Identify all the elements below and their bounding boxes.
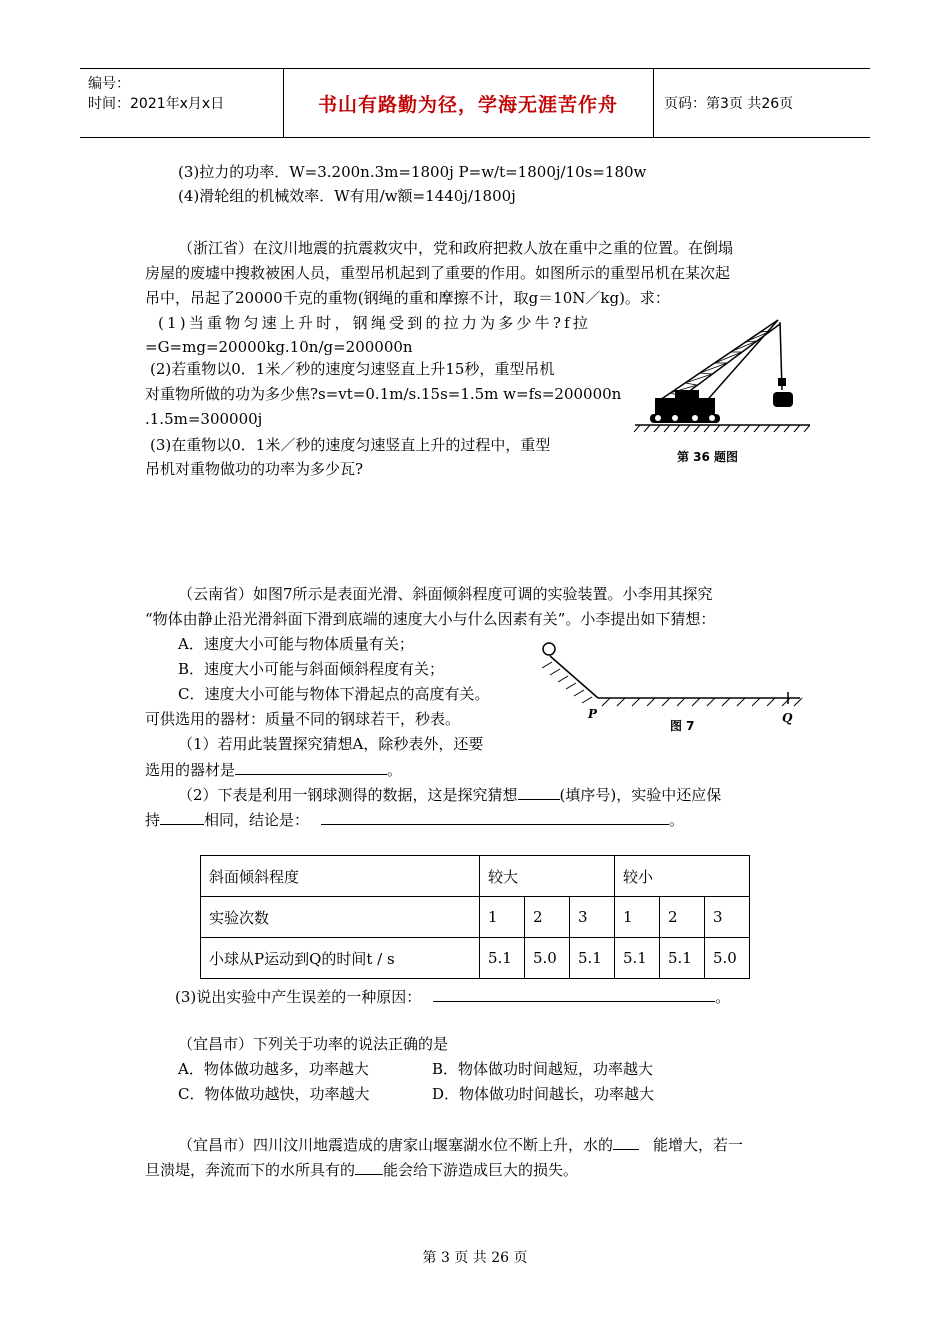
crane-q3-b: 吊机对重物做功的功率为多少瓦?: [145, 460, 364, 478]
table-row: 实验次数 1 2 3 1 2 3: [201, 897, 750, 938]
incline-figure: [530, 640, 810, 735]
crane-q2-b: 对重物所做的功为多少焦?s=vt=0.1m/s.15s=1.5m w=fs=200000n: [145, 385, 622, 403]
answer-blank-error-reason[interactable]: [433, 986, 715, 1002]
power-option-a: A．物体做功越多，功率越大: [178, 1060, 369, 1078]
crane-figure-caption: 第 36 题图: [677, 450, 739, 464]
page-footer: 第 3 页 共 26 页: [422, 1250, 528, 1266]
crane-q3-a: (3)在重物以0．1米／秒的速度匀速竖直上升的过程中，重型: [150, 436, 551, 454]
lake-line-1: （宜昌市）四川汶川地震造成的唐家山堰塞湖水位不断上升，水的 能增大，若一: [178, 1136, 744, 1154]
answer-blank-conclusion[interactable]: [321, 809, 669, 825]
answer-blank-equipment[interactable]: [235, 759, 387, 775]
header-meta: [80, 69, 284, 137]
page-header: [80, 68, 870, 138]
guess-b: B．速度大小可能与斜面倾斜程度有关；: [178, 660, 445, 678]
figure7-caption: 图 7: [670, 719, 695, 733]
power-question-stem: （宜昌市）下列关于功率的说法正确的是: [178, 1035, 449, 1053]
point-p-label: P: [588, 707, 598, 721]
crane-intro-2: 房屋的废墟中搜救被困人员，重型吊机起到了重要的作用。如图所示的重型吊机在某次起: [145, 264, 731, 282]
number-label: 编号：: [88, 76, 130, 92]
table-row: 小球从P运动到Q的时间t / s 5.1 5.0 5.1 5.1 5.1 5.0: [201, 938, 750, 979]
motto: 书山有路勤为径，学海无涯苦作舟: [317, 93, 618, 116]
slope-intro-2: “物体由静止沿光滑斜面下滑到底端的速度大小与什么因素有关”。小李提出如下猜想：: [145, 610, 716, 628]
sub2-b: 持 相同，结论是： 。: [145, 811, 685, 829]
slope-intro-1: （云南省）如图7所示是表面光滑、斜面倾斜程度可调的实验装置。小李用其探究: [178, 585, 713, 603]
power-option-c: C．物体做功越快，功率越大: [178, 1085, 370, 1103]
sub1-a: （1）若用此装置探究猜想A，除秒表外，还要: [178, 735, 484, 753]
crane-intro-1: （浙江省）在汶川地震的抗震救灾中，党和政府把救人放在重中之重的位置。在倒塌: [178, 239, 734, 257]
sub2-a: （2）下表是利用一钢球测得的数据，这是探究猜想 (填序号)，实验中还应保: [178, 786, 722, 804]
crane-q2-a: (2)若重物以0．1米／秒的速度匀速竖直上升15秒，重型吊机: [150, 360, 555, 378]
answer-blank-energy-1[interactable]: [613, 1134, 639, 1150]
crane-intro-3: 吊中，吊起了20000千克的重物(钢绳的重和摩擦不计，取g＝10N／kg)。求：: [145, 289, 670, 307]
power-option-d: D．物体做功时间越长，功率越大: [432, 1085, 655, 1103]
header-page-info: [654, 69, 870, 137]
lake-line-2: 旦溃堤，奔流而下的水所具有的 能会给下游造成巨大的损失。: [145, 1161, 579, 1179]
power-option-b: B．物体做功时间越短，功率越大: [432, 1060, 654, 1078]
crane-q1-a: (1)当重物匀速上升时，钢绳受到的拉力为多少牛?f拉: [158, 314, 592, 332]
table-row: 斜面倾斜程度 较大 较小: [201, 856, 750, 897]
header-motto-cell: [283, 69, 654, 137]
experiment-table: [200, 855, 750, 979]
answer-blank-energy-2[interactable]: [355, 1159, 383, 1175]
answer-blank-constant[interactable]: [160, 809, 204, 825]
sub3: (3)说出实验中产生误差的一种原因： 。: [175, 988, 731, 1006]
guess-c: C．速度大小可能与物体下滑起点的高度有关。: [178, 685, 490, 703]
guess-a: A．速度大小可能与物体质量有关；: [178, 635, 414, 653]
answer-efficiency: (4)滑轮组的机械效率．W有用/w额=1440j/1800j: [178, 187, 516, 205]
answer-power: (3)拉力的功率．W=3.200n.3m=1800j P=w/t=1800j/10s=180w: [178, 163, 647, 181]
answer-blank-guess[interactable]: [518, 784, 560, 800]
point-q-label: Q: [782, 711, 793, 725]
sub1-b: 选用的器材是 。: [145, 761, 403, 779]
equipment-text: 可供选用的器材：质量不同的钢球若干，秒表。: [145, 710, 461, 728]
crane-figure: [630, 310, 815, 435]
crane-q1-b: =G=mg=20000kg.10n/g=200000n: [145, 338, 413, 356]
page-info: 页码：第3页 共26页: [664, 96, 794, 112]
time-label: 时间：2021年x月x日: [88, 96, 225, 112]
crane-q2-c: .1.5m=300000j: [145, 410, 263, 428]
